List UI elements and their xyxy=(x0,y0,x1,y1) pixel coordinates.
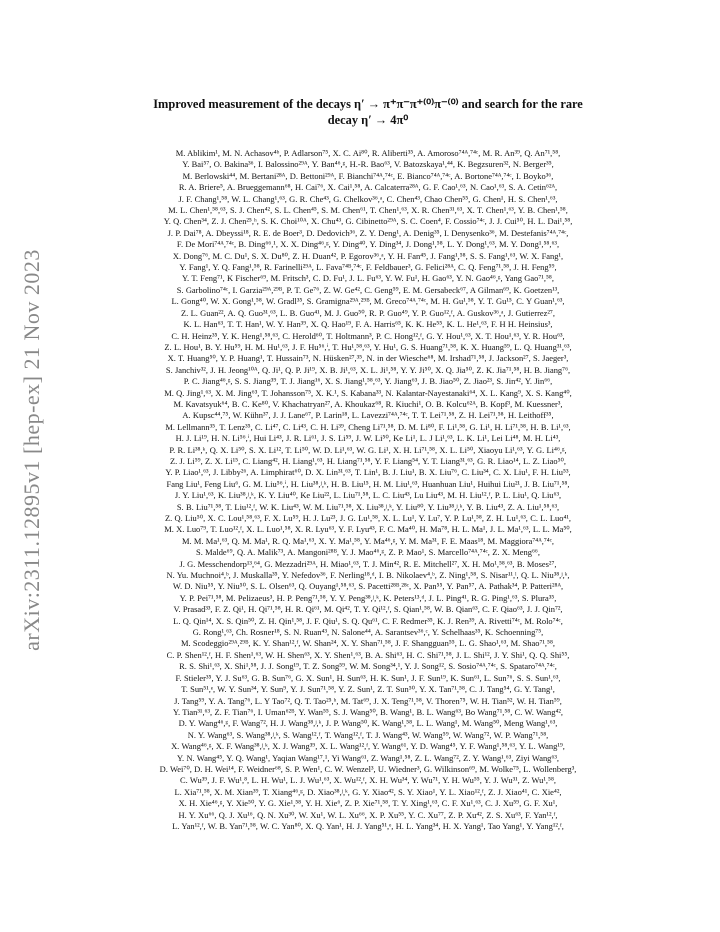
author-line: D. Y. Wang⁴⁶,ᵍ, F. Wang⁷², H. J. Wang³⁸,ʲ,ᵏ, J. P. Wang⁵⁰, K. Wang¹,⁵⁸, L. L. Wang¹, M. Wang⁵⁰, Meng Wang¹,⁶³, xyxy=(178,718,558,729)
author-line: X. Dong⁷⁶, M. C. Du¹, S. X. Du⁸⁰, Z. H. Duan⁴², P. Egorov³⁶,ᵃ, Y. H. Fan⁴⁵, J. Fang¹,⁵⁸, S. S. Fang¹,⁶³, W. X. Fang¹, xyxy=(172,250,564,261)
author-line: Y. N. Wang⁴⁵, Y. Q. Wang¹, Yaqian Wang¹⁷,¹, Yi Wang⁶¹, Z. Wang¹,⁵⁸, Z. L. Wang⁷², Z. Y. Wang¹,⁶³, Ziyi Wang⁶³, xyxy=(177,752,559,763)
author-line: L. Yan¹²,ᶠ, W. B. Yan⁷¹,⁵⁸, W. C. Yan⁸⁰, X. Q. Yan¹, H. J. Yang⁵¹,ᵉ, H. L. Yang³⁴, H. X. Yang¹, Tao Yang¹, Y. Yang¹²,ᶠ, xyxy=(172,820,564,831)
author-line: H. J. Li¹⁹, H. N. Li⁵⁶,ⁱ, Hui Li⁴³, J. R. Li⁶¹, J. S. Li⁵⁹, J. W. Li⁵⁰, Ke Li¹, L. J Li¹,⁶³, L. K. Li¹, Lei Li⁴⁸, M. H. Li⁴³, xyxy=(175,433,561,444)
author-line: N. Y. Wang⁶³, S. Wang³⁸,ʲ,ᵏ, S. Wang¹²,ᶠ, T. Wang¹²,ᶠ, T. J. Wang⁴³, W. Wang⁵⁹, W. Wang⁷², W. P. Wang⁷¹,⁵⁸, xyxy=(187,729,549,740)
author-line: S. B. Liu⁷¹,⁵⁸, T. Liu¹²,ᶠ, W. K. Liu⁴³, W. M. Liu⁷¹,⁵⁸, X. Liu³⁸,ʲ,ᵏ, Y. Liu⁸⁰, Y. Liu³⁸,ʲ,ᵏ, Y. B. Liu⁴³, Z. A. Liu¹,⁵⁸,⁶³, xyxy=(176,501,560,512)
author-line: X. T. Huang⁵⁰, Y. P. Huang¹, T. Hussain⁷³, N. Hüsken²⁷,³⁵, N. in der Wiesche⁶⁸, M. Irshad⁷¹,⁵⁸, J. Jackson²⁷, S. Jaeger³, xyxy=(167,353,569,364)
author-line: Fang Liu¹, Feng Liu⁶, G. M. Liu⁵⁶,ⁱ, H. Liu³⁸,ʲ,ᵏ, H. B. Liu¹⁵, H. M. Liu¹,⁶³, Huanhuan Liu¹, Huihui Liu²¹, J. B. Liu⁷¹,⁵⁸, xyxy=(166,478,570,489)
author-line: A. Kupsc⁴⁴,⁷⁵, W. Kühn³⁷, J. J. Lane⁶⁷, P. Larin¹⁸, L. Lavezzi⁷⁴ᴬ,⁷⁴ᶜ, T. T. Lei⁷¹,⁵⁸, Z. H. Lei⁷¹,⁵⁸, H. Leithoff³⁵, xyxy=(182,410,554,421)
author-line: Y. Fang¹, Y. Q. Fang¹,⁵⁸, R. Farinelli²⁹ᴬ, L. Fava⁷⁴ᴮ,⁷⁴ᶜ, F. Feldbauer³, G. Felici²⁸ᴬ, C. Q. Feng⁷¹,⁵⁸, J. H. Feng⁵⁹, xyxy=(179,262,557,273)
author-line: M. L. Chen¹,⁵⁸,⁶³, S. J. Chen⁴², S. L. Chen⁴⁵, S. M. Chen⁶¹, T. Chen¹,⁶³, X. R. Chen³¹,⁶³, X. T. Chen¹,⁶³, Y. B. Chen¹,⁵⁸, xyxy=(168,205,568,216)
author-line: M. Berlowski⁴⁴, M. Bertani²⁸ᴬ, D. Bettoni²⁹ᴬ, F. Bianchi⁷⁴ᴬ,⁷⁴ᶜ, E. Bianco⁷⁴ᴬ,⁷⁴ᶜ, A. Bortone⁷⁴ᴬ,⁷⁴ᶜ, I. Boyko³⁶, xyxy=(182,170,554,181)
author-line: J. G. Messchendorp¹³,⁶⁴, G. Mezzadri²⁹ᴬ, H. Miao¹,⁶³, T. J. Min⁴², R. E. Mitchell²⁷, X. H. Mo¹,⁵⁸,⁶³, B. Moses²⁷, xyxy=(179,558,557,569)
author-line: P. C. Jiang⁴⁶,ᵍ, S. S. Jiang³⁹, T. J. Jiang¹⁶, X. S. Jiang¹,⁵⁸,⁶³, Y. Jiang⁶³, J. B. Jiao⁵⁰, Z. Jiao²³, S. Jin⁴², Y. Jin⁶⁶, xyxy=(183,376,553,387)
author-line: W. D. Niu⁵⁵, Y. Niu⁵⁰, S. L. Olsen⁶³, Q. Ouyang¹,⁵⁸,⁶³, S. Pacetti²⁸ᴮ,²⁸ᶜ, X. Pan⁵⁵, Y. Pan⁵⁷, A. Pathak³⁴, P. Patteri²⁸ᴬ, xyxy=(172,581,564,592)
author-line: M. X. Luo⁷⁹, T. Luo¹²,ᶠ, X. L. Luo¹,⁵⁸, X. R. Lyu⁶³, Y. F. Lyu⁴³, F. C. Ma⁴⁰, H. Ma⁷⁸, H. L. Ma¹, J. L. Ma¹,⁶³, L. L. Ma⁵⁰, xyxy=(164,524,572,535)
author-line: H. Y. Xu⁶⁶, Q. J. Xu¹⁶, Q. N. Xu³⁰, W. Xu¹, W. L. Xu⁶⁶, X. P. Xu⁵⁵, Y. C. Xu⁷⁷, Z. P. Xu⁴², Z. S. Xu⁶³, F. Yan¹²,ᶠ, xyxy=(178,809,558,820)
author-line: R. A. Briere⁵, A. Brueggemann⁶⁸, H. Cai⁷⁶, X. Cai¹,⁵⁸, A. Calcaterra²⁸ᴬ, G. F. Cao¹,⁶³, N. Cao¹,⁶³, S. A. Cetin⁶²ᴬ, xyxy=(178,182,558,193)
author-line: L. Q. Qin¹⁴, X. S. Qin⁵⁰, Z. H. Qin¹,⁵⁸, J. F. Qiu¹, S. Q. Qu⁶¹, C. F. Redmer³⁵, K. J. Ren³⁹, A. Rivetti⁷⁴ᶜ, M. Rolo⁷⁴ᶜ, xyxy=(173,615,563,626)
author-line: D. Wei⁷⁰, D. H. Wei¹⁴, F. Weidner⁶⁸, S. P. Wen¹, C. W. Wenzel³, U. Wiedner³, G. Wilkinson⁶⁹, M. Wolke⁷⁵, L. Wollenberg³, xyxy=(159,763,577,774)
author-line: P. R. Li³⁸,ᵏ, Q. X. Li⁵⁰, S. X. Li¹², T. Li⁵⁰, W. D. Li¹,⁶³, W. G. Li¹, X. H. Li⁷¹,⁵⁸, X. L. Li⁵⁰, Xiaoyu Li¹,⁶³, Y. G. Li⁴⁶,ᵍ, xyxy=(169,444,567,455)
author-line: R. S. Shi¹,⁶³, X. Shi¹,⁵⁸, J. J. Song¹⁹, T. Z. Song⁵⁹, W. M. Song³⁴,¹, Y. J. Song¹², S. Sosio⁷⁴ᴬ,⁷⁴ᶜ, S. Spataro⁷⁴ᴬ,⁷⁴ᶜ, xyxy=(179,661,557,672)
author-line: T. Sun⁵¹,ᵉ, W. Y. Sun³⁴, Y. Sun⁹, Y. J. Sun⁷¹,⁵⁸, Y. Z. Sun¹, Z. T. Sun⁵⁰, Y. X. Tan⁷¹,⁵⁸, C. J. Tang⁵⁴, G. Y. Tang¹, xyxy=(181,684,555,695)
author-line: Y. Tian³¹,⁶³, Z. F. Tian⁷⁶, I. Uman⁶²ᴮ, Y. Wan⁵⁵, S. J. Wang⁵⁰, B. Wang¹, B. L. Wang⁶³, Bo Wang⁷¹,⁵⁸, C. W. Wang⁴², xyxy=(172,706,564,717)
author-line: Y. T. Feng⁷¹, K Fischer⁶⁹, M. Fritsch³, C. D. Fu¹, J. L. Fu⁶³, Y. W. Fu¹, H. Gao⁶³, Y. N. Gao⁴⁶,ᵍ, Yang Gao⁷¹,⁵⁸, xyxy=(182,273,554,284)
author-line: J. Tang⁵⁹, Y. A. Tang⁷⁶, L. Y Tao⁷², Q. T. Tao²⁵,ʰ, M. Tat⁶⁹, J. X. Teng⁷¹,⁵⁸, V. Thoren⁷⁵, W. H. Tian⁵², W. H. Tian⁵⁹, xyxy=(174,695,562,706)
author-line: S. Janchiv³², J. H. Jeong¹⁰ᴬ, Q. Ji¹, Q. P. Ji¹⁹, X. B. Ji¹,⁶³, X. L. Ji¹,⁵⁸, Y. Y. Ji⁵⁰, X. Q. Jia⁵⁰, Z. K. Jia⁷¹,⁵⁸, H. B. Jiang⁷⁶, xyxy=(165,364,571,375)
author-line: S. Malde⁶⁹, Q. A. Malik⁷³, A. Mangoni²⁸ᴮ, Y. J. Mao⁴⁶,ᵍ, Z. P. Mao¹, S. Marcello⁷⁴ᴬ,⁷⁴ᶜ, Z. X. Meng⁶⁶, xyxy=(196,547,540,558)
author-line: S. Garbolino⁷⁴ᶜ, I. Garzia²⁹ᴬ,²⁹ᴮ, P. T. Ge⁷⁶, Z. W. Ge⁴², C. Geng⁵⁹, E. M. Gersabeck⁶⁷, A Gilman⁶⁹, K. Goetzen¹³, xyxy=(176,284,560,295)
author-line: C. Wu³⁹, J. F. Wu¹,⁸, L. H. Wu¹, L. J. Wu¹,⁶³, X. Wu¹²,ᶠ, X. H. Wu³⁴, Y. Wu⁷¹, Y. H. Wu⁵⁵, Y. J. Wu³¹, Z. Wu¹,⁵⁸, xyxy=(179,775,556,786)
author-line: C. P. Shen¹²,ᶠ, H. F. Shen¹,⁶³, W. H. Shen⁶³, X. Y. Shen¹,⁶³, B. A. Shi⁶³, H. C. Shi⁷¹,⁵⁸, J. L. Shi¹², J. Y. Shi¹, Q. Q. Shi⁵⁵, xyxy=(166,649,570,660)
author-line: C. H. Heinz³⁵, Y. K. Heng¹,⁵⁸,⁶³, C. Herold⁶⁰, T. Holtmann³, P. C. Hong¹²,ᶠ, G. Y. Hou¹,⁶³, X. T. Hou¹,⁶³, Y. R. Hou⁶³, xyxy=(171,330,565,341)
author-line: X. Wang⁴⁶,ᵍ, X. F. Wang³⁸,ʲ,ᵏ, X. J. Wang³⁹, X. L. Wang¹²,ᶠ, Y. Wang⁶¹, Y. D. Wang⁴⁵, Y. F. Wang¹,⁵⁸,⁶³, Y. L. Wang¹⁹, xyxy=(171,741,565,752)
paper-title xyxy=(68,96,668,128)
author-line: J. F. Chang¹,⁵⁸, W. L. Chang¹,⁶³, G. R. Che⁴³, G. Chelkov³⁶,ᵃ, C. Chen⁴³, Chao Chen⁵⁵, G. Chen¹, H. S. Chen¹,⁶³, xyxy=(178,193,558,204)
author-line: M. Lellmann³⁵, T. Lenz³⁵, C. Li⁴⁷, C. Li⁴³, C. H. Li³⁹, Cheng Li⁷¹,⁵⁸, D. M. Li⁸⁰, F. Li¹,⁵⁸, G. Li¹, H. Li⁷¹,⁵⁸, H. B. Li¹,⁶³, xyxy=(165,421,571,432)
author-line: V. Prasad³³, F. Z. Qi¹, H. Qi⁷¹,⁵⁸, H. R. Qi⁶¹, M. Qi⁴², T. Y. Qi¹²,ᶠ, S. Qian¹,⁵⁸, W. B. Qian⁶³, C. F. Qiao⁶³, J. J. Qin⁷², xyxy=(173,604,563,615)
author-line: Y. Bai⁵⁷, O. Bakina³⁶, I. Balossino²⁹ᴬ, Y. Ban⁴⁶,ᵍ, H.-R. Bao⁶³, V. Batozskaya¹,⁴⁴, K. Begzsuren³², N. Berger³⁵, xyxy=(182,159,554,170)
author-line: Z. J. Li⁵⁹, Z. X. Li¹⁵, C. Liang⁴², H. Liang¹,⁶³, H. Liang⁷¹,⁵⁸, Y. F. Liang⁵⁴, Y. T. Liang³¹,⁶³, G. R. Liao¹⁴, L. Z. Liao⁵⁰, xyxy=(169,455,567,466)
author-line: Y. Q. Chen³⁴, Z. J. Chen²⁵,ʰ, S. K. Choi¹⁰ᴬ, X. Chu⁴³, G. Cibinetto²⁹ᴬ, S. C. Coen⁴, F. Cossio⁷⁴ᶜ, J. J. Cui⁵⁰, H. L. Dai¹,⁵⁸, xyxy=(163,216,573,227)
author-line: Y. P. Pei⁷¹,⁵⁸, M. Pelizaeus³, H. P. Peng⁷¹,⁵⁸, Y. Y. Peng³⁸,ʲ,ᵏ, K. Peters¹³,ᵈ, J. L. Ping⁴¹, R. G. Ping¹,⁶³, S. Plura³⁵, xyxy=(179,592,557,603)
author-line: Z. Q. Liu⁵⁰, X. C. Lou¹,⁵⁸,⁶³, F. X. Lu⁵⁹, H. J. Lu²³, J. G. Lu¹,⁵⁸, X. L. Lu¹, Y. Lu⁷, Y. P. Lu¹,⁵⁸, Z. H. Lu¹,⁶³, C. L. Luo⁴¹, xyxy=(164,513,572,523)
author-line: M. Q. Jing¹,⁶³, X. M. Jing⁶³, T. Johansson⁷⁵, X. K.¹, S. Kabana³³, N. Kalantar-Nayestanaki⁶⁴, X. L. Kang⁹, X. S. Kang⁴⁰, xyxy=(164,387,572,398)
arxiv-identifier: arXiv:2311.12895v1 [hep-ex] 21 Nov 2023 xyxy=(19,249,44,651)
author-line: M. M. Ma¹,⁶³, Q. M. Ma¹, R. Q. Ma¹,⁶³, X. Y. Ma¹,⁵⁸, Y. Ma⁴⁶,ᵍ, Y. M. Ma³¹, F. E. Maas¹⁸, M. Maggiora⁷⁴ᴬ,⁷⁴ᶜ, xyxy=(181,535,555,546)
author-line: M. Scodeggio²⁹ᴬ,²⁹ᴮ, K. Y. Shan¹²,ᶠ, W. Shan²⁴, X. Y. Shan⁷¹,⁵⁸, J. F. Shangguan⁵⁵, L. G. Shao¹,⁶³, M. Shao⁷¹,⁵⁸, xyxy=(180,638,556,649)
author-line: Y. P. Liao¹,⁶³, J. Libby²⁶, A. Limphirat⁶⁰, D. X. Lin³¹,⁶³, T. Lin¹, B. J. Liu¹, B. X. Liu⁷⁶, C. Liu³⁴, C. X. Liu¹, F. H. Liu⁵³, xyxy=(165,467,571,478)
arxiv-sidebar xyxy=(12,150,52,750)
author-line: J. P. Dai⁷⁸, A. Dbeyssi¹⁸, R. E. de Boer³, D. Dedovich³⁶, Z. Y. Deng¹, A. Denig³⁵, I. Denysenko³⁶, M. Destefanis⁷⁴ᴬ,⁷⁴ᶜ, xyxy=(167,227,569,238)
author-line: M. Ablikim¹, M. N. Achasov⁴ᵇ, P. Adlarson⁷⁵, X. C. Ai⁸⁰, R. Aliberti³⁵, A. Amoroso⁷⁴ᴬ,⁷⁴ᶜ, M. R. An³⁹, Q. An⁷¹,⁵⁸, xyxy=(175,148,561,158)
author-line: L. Xia⁷¹,⁵⁸, X. M. Xian³⁹, T. Xiang⁴⁶,ᵍ, D. Xiao³⁸,ʲ,ᵏ, G. Y. Xiao⁴², S. Y. Xiao¹, Y. L. Xiao¹²,ᶠ, Z. J. Xiao⁴¹, C. Xie⁴², xyxy=(174,786,562,797)
author-line: F. De Mori⁷⁴ᴬ,⁷⁴ᶜ, B. Ding⁶⁶,¹, X. X. Ding⁴⁶,ᵍ, Y. Ding⁴⁰, Y. Ding³⁴, J. Dong¹,⁵⁸, L. Y. Dong¹,⁶³, M. Y. Dong¹,⁵⁸,⁶³, xyxy=(176,239,560,250)
author-line: Z. L. Hou¹, B. Y. Hu⁵⁹, H. M. Hu¹,⁶³, J. F. Hu⁵⁶,ⁱ, T. Hu¹,⁵⁸,⁶³, Y. Hu¹, G. S. Huang⁷¹,⁵⁸, K. X. Huang⁵⁹, L. Q. Huang³¹,⁶³, xyxy=(164,341,572,352)
author-line: M. Kavatsyuk⁶⁴, B. C. Ke⁸⁰, V. Khachatryan²⁷, A. Khoukaz⁶⁸, R. Kiuchi¹, O. B. Kolcu⁶²ᴬ, B. Kopf³, M. Kuessner³, xyxy=(173,398,563,409)
author-line: N. Yu. Muchnoi⁴,ᵇ, J. Muskalla³⁵, Y. Nefedov³⁶, F. Nerling¹⁸,ᵈ, I. B. Nikolaev⁴,ᵇ, Z. Ning¹,⁵⁸, S. Nisar¹¹,ˡ, Q. L. Niu³⁸,ʲ,ᵏ, xyxy=(166,570,570,581)
paper-page xyxy=(68,0,668,832)
author-line: G. Rong¹,⁶³, Ch. Rosner¹⁸, S. N. Ruan⁴³, N. Salone⁴⁴, A. Sarantsev³⁶,ᶜ, Y. Schelhaas³⁵, K. Schoenning⁷⁵, xyxy=(192,627,544,638)
author-line: F. Stieler³⁵, Y. J. Su⁶³, G. B. Sun⁷⁶, G. X. Sun¹, H. Sun⁶³, H. K. Sun¹, J. F. Sun¹⁹, K. Sun⁶¹, L. Sun⁷⁶, S. S. Sun¹,⁶³, xyxy=(175,672,561,683)
author-line: X. H. Xie⁴⁶,ᵍ, Y. Xie⁵⁰, Y. G. Xie¹,⁵⁸, Y. H. Xie⁶, Z. P. Xie⁷¹,⁵⁸, T. Y. Xing¹,⁶³, C. F. Xu¹,⁶³, C. J. Xu⁵⁹, G. F. Xu¹, xyxy=(178,798,558,809)
title-line-2: decay η′ → 4π⁰ xyxy=(327,113,409,127)
author-list xyxy=(68,148,668,832)
author-line: K. L. Han⁶³, T. T. Han¹, W. Y. Han³⁹, X. Q. Hao¹⁹, F. A. Harris⁶⁵, K. K. He⁵⁵, K. L. He¹,⁶³, F. H H. Heinsius³, xyxy=(183,319,553,330)
author-line: L. Gong⁴⁰, W. X. Gong¹,⁵⁸, W. Gradl³⁵, S. Gramigna²⁹ᴬ,²⁹ᴮ, M. Greco⁷⁴ᴬ,⁷⁴ᶜ, M. H. Gu¹,⁵⁸, Y. T. Gu¹⁵, C. Y Guan¹,⁶³, xyxy=(171,296,565,307)
title-line-1: Improved measurement of the decays η′ → π⁺π⁻π⁺⁽⁰⁾π⁻⁽⁰⁾ and search for the rare xyxy=(153,97,583,111)
author-line: J. Y. Liu¹,⁶³, K. Liu³⁸,ʲ,ᵏ, K. Y. Liu⁴⁰, Ke Liu²², L. Liu⁷¹,⁵⁸, L. C. Liu⁴³, Lu Liu⁴³, M. H. Liu¹²,ᶠ, P. L. Liu¹, Q. Liu⁶³, xyxy=(174,490,562,501)
author-line: Z. L. Guan²², A. Q. Guo³¹,⁶³, L. B. Guo⁴¹, M. J. Guo⁵⁰, R. P. Guo⁴⁹, Y. P. Guo¹²,ᶠ, A. Guskov³⁶,ᵃ, J. Gutierrez²⁷, xyxy=(181,307,555,318)
